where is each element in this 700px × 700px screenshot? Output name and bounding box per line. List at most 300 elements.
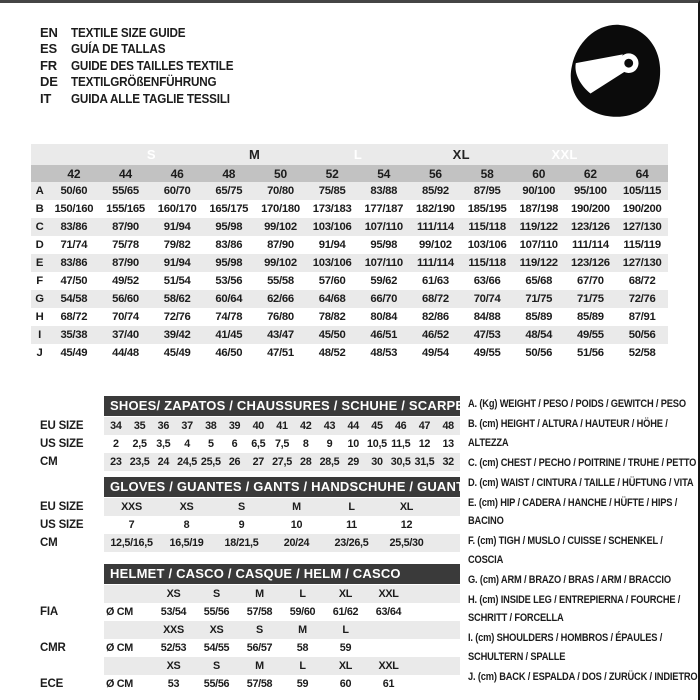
helmet-value: 54/55 [203, 642, 230, 654]
measurement-value: 85/89 [525, 311, 553, 323]
measurement-value: 87/91 [628, 311, 656, 323]
measurement-value: 107/110 [519, 239, 558, 251]
helmet-value: 60 [339, 678, 352, 690]
legend-item: D. (cm) WAIST / CINTURA / TAILLE / HÜFTUNG / VITA [468, 476, 694, 489]
shoes-value: 42 [300, 420, 312, 432]
helmet-value: 53 [167, 678, 180, 690]
measurement-value: 70/80 [255, 182, 307, 200]
measurement-value: 115/119 [623, 239, 661, 251]
row-letter: H [35, 311, 44, 323]
size-group-row [31, 144, 668, 165]
helmet-value: L [299, 588, 306, 600]
helmet-unit-label: Ø CM [106, 606, 133, 618]
measurement-value: 60/70 [151, 182, 203, 200]
measurement-value: 91/94 [318, 239, 346, 251]
gloves-value: M [292, 501, 301, 513]
row-letter: G [31, 290, 48, 308]
legend-item: B. (cm) HEIGHT / ALTURA / HAUTEUR / HÖHE / ALTEZZA [468, 418, 668, 449]
helmet-value: XL [338, 588, 353, 600]
measurement-value: 190/200 [571, 203, 610, 215]
measurement-value: 72/76 [616, 290, 668, 308]
measurement-value: 65/75 [203, 182, 255, 200]
legend-item: A. (Kg) WEIGHT / PESO / POIDS / GEWITCH / PESO [468, 398, 686, 410]
size-number: 50 [255, 165, 307, 182]
shoes-value: 36 [157, 420, 170, 432]
helmet-value: 63/64 [375, 606, 402, 618]
language-row [40, 90, 251, 107]
measurement-value: 119/122 [513, 218, 565, 236]
helmet-row-label [40, 657, 104, 675]
helmet-cells [104, 603, 460, 621]
measurement-value: 68/72 [628, 275, 656, 287]
shoes-value: 27,5 [272, 456, 292, 468]
shoes-row [40, 453, 460, 471]
shoes-value: 24 [157, 456, 170, 468]
helmet-value: XXL [378, 660, 399, 672]
gloves-row [40, 516, 460, 534]
measurement-value: 48/53 [370, 347, 398, 359]
measurement-value: 75/85 [306, 182, 358, 200]
measurement-row [31, 254, 668, 272]
measurement-value: 160/170 [157, 203, 197, 215]
row-letter-spacer [31, 165, 48, 182]
measurement-value: 119/122 [513, 254, 565, 272]
measurement-value: 46/52 [410, 326, 462, 344]
helmet-value: 59 [339, 642, 352, 654]
helmet-section [40, 564, 460, 693]
helmet-value: M [298, 624, 307, 636]
helmet-value: XS [166, 660, 181, 672]
size-number: 54 [358, 165, 410, 182]
shoes-value: 45 [371, 420, 383, 432]
shoes-cells [104, 435, 460, 453]
gloves-value: 16,5/19 [169, 537, 204, 549]
helmet-icon [566, 20, 664, 122]
legend-item: I. (cm) SHOULDERS / HOMBROS / ÉPAULES / SCHULTERN / SPALLE [468, 632, 663, 663]
shoes-value: 9 [326, 438, 333, 450]
measurement-value: 35/38 [48, 326, 100, 344]
helmet-value: XL [338, 660, 353, 672]
size-group-label: XL [410, 144, 513, 165]
shoes-value: 35 [133, 420, 146, 432]
measurement-value: 62/66 [255, 290, 307, 308]
measurement-value: 107/110 [358, 218, 410, 236]
gloves-cells [104, 498, 460, 516]
helmet-row [40, 621, 460, 639]
helmet-value: 57/58 [246, 678, 273, 690]
measurement-value: 49/54 [422, 347, 449, 359]
size-group-label [616, 144, 668, 165]
language-code: ES [40, 41, 57, 57]
helmet-unit-label: Ø CM [106, 642, 133, 654]
measurement-value: 105/115 [616, 182, 668, 200]
measurement-value: 60/64 [203, 290, 255, 308]
gloves-row-label: US SIZE [40, 519, 84, 531]
measurement-value: 45/49 [163, 347, 191, 359]
legend-item: E. (cm) HIP / CADERA / HANCHE / HÜFTE / HIPS / BACINO [468, 496, 678, 527]
shoes-value: 2 [113, 438, 119, 450]
row-letter: E [31, 254, 48, 272]
language-code: EN [40, 24, 58, 40]
helmet-value: 58 [296, 642, 309, 654]
measurement-value: 66/70 [358, 290, 410, 308]
measurement-value: 95/98 [203, 254, 255, 272]
row-letter: I [31, 326, 48, 344]
measurement-value: 57/60 [318, 275, 346, 287]
helmet-value: 56/57 [246, 642, 273, 654]
guide-title: GUIDA ALLE TAGLIE TESSILI [71, 90, 230, 106]
gloves-value: XS [179, 501, 194, 513]
measurement-value: 50/60 [48, 182, 100, 200]
gloves-value: 10 [290, 519, 303, 531]
measurement-value: 75/78 [112, 239, 139, 251]
helmet-cells [104, 585, 460, 603]
measurement-value: 187/198 [519, 203, 559, 215]
helmet-value: 53/54 [160, 606, 187, 618]
shoes-row-label: US SIZE [40, 438, 84, 450]
measurement-value: 103/106 [467, 239, 507, 251]
helmet-row [40, 585, 460, 603]
shoes-value: 28,5 [319, 456, 340, 468]
measurement-row [31, 200, 668, 218]
shoes-section [40, 396, 465, 471]
size-number: 56 [410, 165, 462, 182]
helmet-value: 61 [382, 678, 395, 690]
shoes-value: 37 [181, 420, 193, 432]
measurement-row [31, 344, 668, 362]
guide-title: TEXTILE SIZE GUIDE [71, 24, 186, 40]
helmet-row-label [40, 621, 104, 639]
helmet-value: 57/58 [246, 606, 273, 618]
measurement-value: 87/90 [100, 218, 152, 236]
language-code: FR [40, 57, 57, 73]
size-number: 62 [565, 165, 617, 182]
measurement-value: 45/50 [306, 326, 358, 344]
measurement-value: 54/58 [48, 290, 100, 308]
measurement-value: 99/102 [255, 218, 307, 236]
measurement-value: 63/66 [473, 275, 501, 287]
measurement-value: 111/114 [410, 218, 462, 236]
shoes-value: 4 [184, 438, 190, 450]
measurement-value: 37/40 [100, 326, 152, 344]
measurement-value: 85/92 [410, 182, 462, 200]
shoes-value: 13 [442, 438, 454, 450]
measurement-value: 177/187 [364, 203, 404, 215]
helmet-value: L [299, 660, 306, 672]
measurement-value: 99/102 [419, 239, 452, 251]
measurement-value: 84/88 [473, 311, 501, 323]
gloves-value: 8 [183, 519, 190, 531]
helmet-row-label: CMR [40, 642, 66, 654]
gloves-value: S [238, 501, 245, 513]
measurement-value: 111/114 [410, 254, 462, 272]
measurement-value: 43/47 [255, 326, 307, 344]
shoes-value: 7,5 [274, 438, 290, 450]
shoes-value: 12 [418, 438, 431, 450]
shoes-value: 3,5 [156, 438, 171, 450]
shoes-value: 28 [300, 456, 312, 468]
measurement-value: 50/56 [616, 326, 668, 344]
helmet-row-label: ECE [40, 678, 64, 690]
measurement-value: 51/56 [577, 347, 604, 359]
shoes-row [40, 435, 460, 453]
guide-title: TEXTILGRÖßENFÜHRUNG [71, 74, 217, 90]
helmet-row [40, 675, 460, 693]
measurement-value: 65/68 [525, 275, 553, 287]
size-group-label: L [306, 144, 409, 165]
measurement-value: 95/98 [370, 239, 398, 251]
gloves-section-header: GLOVES / GUANTES / GANTS / HANDSCHUHE / GUANTI [104, 477, 460, 497]
measurement-value: 127/130 [616, 218, 668, 236]
measurement-value: 55/58 [267, 275, 294, 287]
shoes-value: 10 [347, 438, 359, 450]
measurement-value: 56/60 [100, 290, 152, 308]
size-number: 64 [616, 165, 668, 182]
legend-item: J. (cm) BACK / ESPALDA / DOS / ZURÜCK / INDIETRO [468, 670, 698, 683]
measurement-value: 39/42 [151, 326, 203, 344]
measurement-value: 46/50 [215, 347, 243, 359]
shoes-value: 34 [110, 420, 122, 432]
measurement-value: 173/183 [312, 203, 352, 215]
helmet-cells [104, 639, 460, 657]
gloves-section [40, 477, 469, 552]
measurement-value: 49/55 [473, 347, 501, 359]
measurement-value: 45/49 [60, 347, 88, 359]
measurement-value: 123/126 [565, 218, 617, 236]
size-number: 48 [203, 165, 255, 182]
measurement-value: 70/74 [461, 290, 513, 308]
measurement-value: 83/86 [215, 239, 243, 251]
shoes-value: 30,5 [390, 456, 411, 468]
shoes-value: 40 [252, 420, 264, 432]
measurement-value: 70/74 [112, 311, 139, 323]
helmet-value: 55/56 [203, 606, 230, 618]
measurement-value: 64/68 [306, 290, 358, 308]
measurement-value: 48/54 [513, 326, 565, 344]
legend-item: H. (cm) INSIDE LEG / ENTREPIERNA / FOURCHE / SCHRITT / FORCELLA [468, 593, 681, 624]
shoes-value: 2,5 [132, 438, 147, 450]
helmet-value: XXL [378, 588, 399, 600]
measurement-value: 79/82 [163, 239, 191, 251]
shoes-value: 5 [207, 438, 214, 450]
language-code: IT [40, 90, 52, 106]
measurement-value: 78/82 [318, 311, 346, 323]
measurement-value: 87/95 [461, 182, 513, 200]
language-row [40, 24, 251, 41]
gloves-value: XL [399, 501, 414, 513]
shoes-value: 44 [347, 420, 359, 432]
size-number: 44 [100, 165, 152, 182]
shoes-value: 47 [418, 420, 431, 432]
gloves-value: 7 [128, 519, 135, 531]
helmet-section-header: HELMET / CASCO / CASQUE / HELM / CASCO [104, 564, 460, 584]
shoes-value: 38 [205, 420, 217, 432]
helmet-value: M [255, 660, 264, 672]
helmet-value: S [213, 660, 220, 672]
shoes-value: 32 [442, 456, 454, 468]
shoes-row [40, 417, 460, 435]
measurement-value: 127/130 [616, 254, 668, 272]
helmet-row-label: FIA [40, 606, 58, 618]
gloves-rows [40, 498, 460, 552]
measurement-value: 190/200 [622, 203, 662, 215]
measurement-value: 155/165 [106, 203, 145, 215]
language-code: DE [40, 74, 58, 90]
gloves-row-label: EU SIZE [40, 501, 84, 513]
measurement-value: 82/86 [422, 311, 449, 323]
size-number: 58 [461, 165, 513, 182]
shoes-section-header: SHOES/ ZAPATOS / CHAUSSURES / SCHUHE / SCARPE [104, 396, 460, 416]
helmet-cells [104, 657, 460, 675]
shoes-row-label: EU SIZE [40, 420, 84, 432]
measurement-value: 67/70 [577, 275, 604, 287]
measurement-value: 61/63 [422, 275, 449, 287]
gloves-value: 9 [238, 519, 245, 531]
guide-title: GUIDE DES TAILLES TEXTILE [71, 57, 234, 73]
row-letter: J [36, 347, 43, 359]
measurement-value: 58/62 [151, 290, 203, 308]
measurement-row [31, 218, 668, 236]
measurement-value: 103/106 [306, 218, 358, 236]
shoes-value: 41 [276, 420, 288, 432]
helmet-value: XXS [163, 624, 184, 636]
size-number: 46 [151, 165, 203, 182]
language-row [40, 41, 251, 58]
language-title-list [40, 24, 251, 107]
measurement-value: 87/90 [267, 239, 294, 251]
shoes-rows [40, 417, 460, 471]
size-number: 60 [513, 165, 565, 182]
helmet-value: 55/56 [203, 678, 230, 690]
shoes-value: 6,5 [251, 438, 266, 450]
measurement-value: 52/58 [628, 347, 656, 359]
measurement-row [31, 272, 668, 290]
measurement-row [31, 290, 668, 308]
shoes-value: 25,5 [200, 456, 221, 468]
helmet-row [40, 657, 460, 675]
measurement-value: 111/114 [571, 239, 609, 251]
measurement-value: 76/80 [267, 311, 294, 323]
size-group-label: M [203, 144, 306, 165]
shoes-row-label: CM [40, 456, 58, 468]
helmet-cells [104, 621, 460, 639]
row-letter: B [35, 203, 44, 215]
measurement-value: 71/75 [565, 290, 617, 308]
gloves-value: L [348, 501, 355, 513]
measurement-value: 90/100 [513, 182, 565, 200]
gloves-value: 23/26,5 [334, 537, 369, 549]
shoes-value: 6 [231, 438, 238, 450]
shoes-value: 43 [323, 420, 336, 432]
gloves-row-label: CM [40, 537, 58, 549]
measurement-row [31, 182, 668, 200]
helmet-icon-svg [566, 20, 664, 122]
gloves-row [40, 534, 460, 552]
helmet-cells [104, 675, 460, 693]
measurement-value: 48/52 [318, 347, 346, 359]
measurement-value: 123/126 [565, 254, 617, 272]
measurement-row [31, 308, 668, 326]
measurement-value: 53/56 [215, 275, 243, 287]
legend-item: F. (cm) TIGH / MUSLO / CUISSE / SCHENKEL / COSCIA [468, 535, 663, 566]
measurement-row [31, 236, 668, 254]
legend-item: G. (cm) ARM / BRAZO / BRAS / ARM / BRACCIO [468, 573, 671, 586]
measurement-value: 59/62 [370, 275, 398, 287]
shoes-value: 10,5 [367, 438, 387, 450]
language-row [40, 74, 251, 91]
measurement-value: 91/94 [151, 254, 203, 272]
shoes-value: 11,5 [391, 438, 411, 450]
measurement-value: 99/102 [255, 254, 307, 272]
helmet-row [40, 603, 460, 621]
helmet-value: S [213, 588, 220, 600]
row-letter: C [31, 218, 48, 236]
measurement-value: 50/56 [525, 347, 553, 359]
shoes-value: 46 [394, 420, 407, 432]
measurement-value: 49/55 [565, 326, 617, 344]
shoes-value: 26 [228, 456, 241, 468]
measurement-value: 46/51 [358, 326, 410, 344]
measurement-value: 150/160 [54, 203, 94, 215]
measurement-value: 41/45 [203, 326, 255, 344]
measurement-value: 115/118 [461, 254, 513, 272]
gloves-cells [104, 516, 460, 534]
size-group-label: XXL [513, 144, 616, 165]
helmet-value: 59 [296, 678, 309, 690]
measurement-value: 71/75 [513, 290, 565, 308]
shoes-value: 24,5 [177, 456, 197, 468]
shoes-value: 23 [110, 456, 122, 468]
measurement-value: 47/51 [267, 347, 294, 359]
measurement-value: 74/78 [215, 311, 243, 323]
measurement-value: 115/118 [461, 218, 513, 236]
helmet-value: 59/60 [289, 606, 316, 618]
numeric-size-row [31, 165, 668, 182]
shoes-cells [104, 417, 460, 435]
shoes-value: 27 [252, 456, 264, 468]
helmet-value: XS [209, 624, 224, 636]
helmet-value: M [255, 588, 264, 600]
measurement-value: 71/74 [60, 239, 88, 251]
measurement-value: 47/50 [60, 275, 88, 287]
measurement-value: 165/175 [209, 203, 249, 215]
shoes-value: 29 [347, 456, 359, 468]
shoes-value: 39 [228, 420, 241, 432]
measurement-row [31, 326, 668, 344]
size-number: 52 [306, 165, 358, 182]
shoes-cells [104, 453, 460, 471]
helmet-unit-label: Ø CM [106, 678, 133, 690]
textile-size-table [31, 144, 668, 362]
measurement-value: 83/88 [358, 182, 410, 200]
helmet-value: 61/62 [332, 606, 359, 618]
row-letter: D [35, 239, 44, 251]
measurement-value: 182/190 [416, 203, 455, 215]
measurement-value: 185/195 [467, 203, 507, 215]
measurement-value: 68/72 [60, 311, 88, 323]
measurement-value: 83/86 [48, 218, 100, 236]
measurement-value: 107/110 [358, 254, 410, 272]
size-group-label [31, 144, 100, 165]
size-group-label: S [100, 144, 203, 165]
shoes-value: 31,5 [414, 456, 435, 468]
helmet-value: S [256, 624, 263, 636]
row-letter: F [36, 275, 43, 287]
helmet-value: XS [166, 588, 181, 600]
shoes-value: 48 [442, 420, 454, 432]
gloves-value: 12 [400, 519, 413, 531]
language-row [40, 57, 251, 74]
